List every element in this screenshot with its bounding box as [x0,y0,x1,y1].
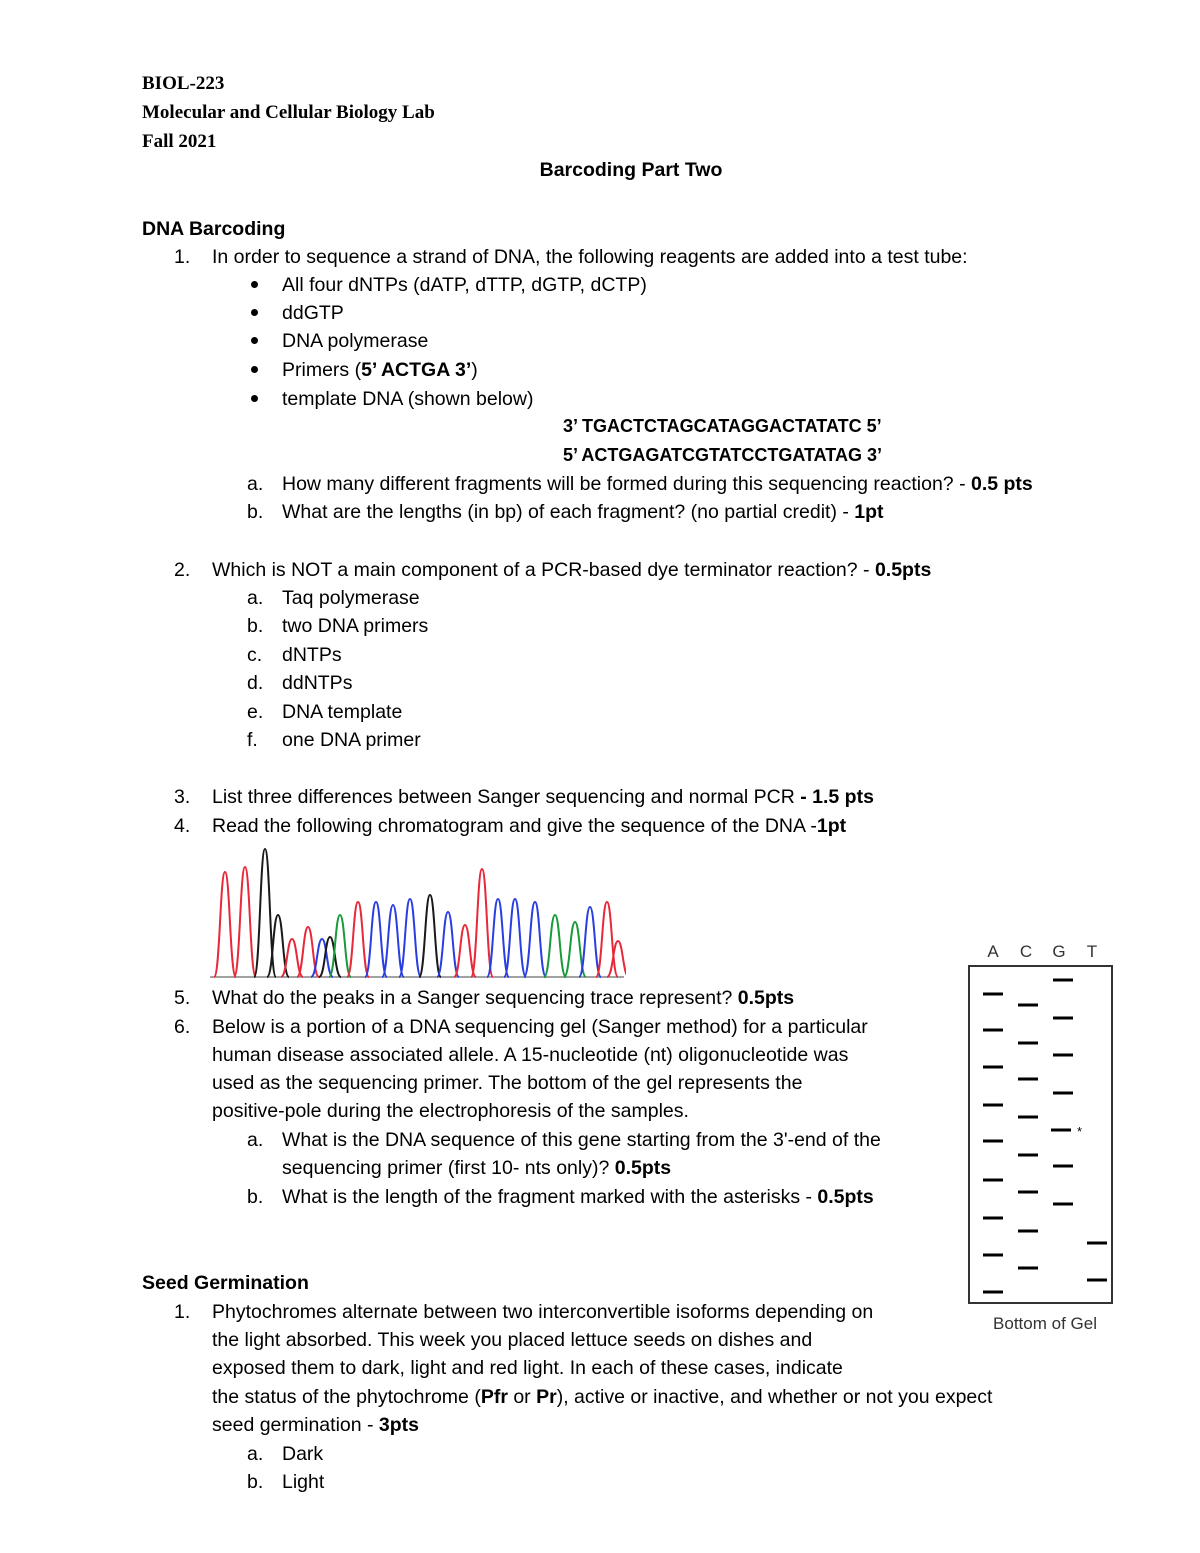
lane-label: C [1019,942,1033,961]
option-label: b. [247,1471,264,1493]
option-text: two DNA primers [282,615,429,637]
template-strand-3to5: 3’ TGACTCTAGCATAGGACTATATC 5’ [563,416,882,436]
gel-frame [969,966,1112,1303]
question-3-number: 3. [174,786,191,808]
bullet-icon [251,281,258,288]
lane-label: A [987,942,999,961]
chromatogram-peak [607,941,626,977]
option-label: b. [247,615,264,637]
seed-question-line: exposed them to dark, light and red light. In each of these cases, indicate [212,1357,843,1379]
chromatogram-peak [437,912,459,977]
page-title: Barcoding Part Two [539,159,723,181]
subquestion-label: a. [247,1129,264,1151]
question-6a-line: sequencing primer (first 10- nts only)? 0.5pts [282,1157,672,1179]
subquestion-label: b. [247,1186,264,1208]
reagent-item: All four dNTPs (dATP, dTTP, dGTP, dCTP) [282,274,647,296]
question-6-line: positive-pole during the electrophoresis of the samples. [212,1100,689,1122]
reagent-item-template: template DNA (shown below) [282,388,534,410]
question-4-text: Read the following chromatogram and give the sequence of the DNA -1pt [212,815,847,837]
question-1-number: 1. [174,246,191,268]
reagent-item: DNA polymerase [282,330,429,352]
question-6b-text: What is the length of the fragment marked with the asterisks - 0.5pts [282,1186,874,1208]
chromatogram-peak [544,915,566,977]
option-text: Light [282,1471,325,1493]
template-strand-5to3: 5’ ACTGAGATCGTATCCTGATATAG 3’ [563,445,882,465]
reagent-item-primers: Primers (5’ ACTGA 3’) [282,359,478,381]
asterisk-marker: * [1077,1124,1083,1139]
chromatogram-peak [399,899,421,977]
question-6-line: human disease associated allele. A 15-nucleotide (nt) oligonucleotide was [212,1044,849,1066]
course-code: BIOL-223 [142,73,225,94]
bullet-icon [251,337,258,344]
lane-label: T [1086,942,1098,961]
question-1-number: 1. [174,1301,191,1323]
bullet-icon [251,366,258,373]
chromatogram-peak [419,895,441,977]
chromatogram-peak [382,905,404,977]
chromatogram-peak [504,899,526,977]
chromatogram-figure [210,838,626,980]
option-label: f. [247,729,258,751]
question-1a-text: How many different fragments will be formed during this sequencing reaction? - 0.5 pts [282,473,1033,495]
bullet-icon [251,395,258,402]
chromatogram-peak [234,867,256,977]
gel-bottom-label: Bottom of Gel [993,1314,1097,1333]
question-6-line: used as the sequencing primer. The bottom of the gel represents the [212,1072,803,1094]
chromatogram-peak [365,902,387,977]
question-1-text: In order to sequence a strand of DNA, the following reagents are added into a test tube: [212,246,968,268]
chromatogram-peak [214,872,236,977]
chromatogram-traces [214,849,626,977]
question-1b-text: What are the lengths (in bp) of each fragment? (no partial credit) - 1pt [282,501,884,523]
chromatogram-peak [487,899,509,977]
section-heading-dna-barcoding: DNA Barcoding [142,218,286,240]
question-3-text: List three differences between Sanger sequencing and normal PCR - 1.5 pts [212,786,874,808]
chromatogram-peak [471,869,493,977]
seed-question-line: seed germination - 3pts [212,1414,420,1436]
seed-question-line: the status of the phytochrome (Pfr or Pr), active or inactive, and whether or not you expect [212,1386,993,1408]
option-text: one DNA primer [282,729,421,751]
option-text: DNA template [282,701,403,723]
term: Fall 2021 [142,131,217,152]
question-2-number: 2. [174,559,191,581]
question-6-number: 6. [174,1016,191,1038]
sequencing-gel-figure [965,938,1125,1338]
option-text: Dark [282,1443,324,1465]
seed-question-line: the light absorbed. This week you placed lettuce seeds on dishes and [212,1329,813,1351]
chromatogram-peak [579,907,601,977]
question-2-text: Which is NOT a main component of a PCR-based dye terminator reaction? - 0.5pts [212,559,932,581]
option-text: ddNTPs [282,672,353,694]
chromatogram-peak [524,902,546,977]
option-text: dNTPs [282,644,342,666]
option-label: d. [247,672,264,694]
question-5-number: 5. [174,987,191,1009]
option-text: Taq polymerase [282,587,420,609]
subquestion-label: b. [247,501,264,523]
option-label: e. [247,701,264,723]
lane-label: G [1052,942,1066,961]
section-heading-seed-germination: Seed Germination [142,1272,309,1294]
chromatogram-peak [347,902,369,977]
bullet-icon [251,309,258,316]
question-6a-line: What is the DNA sequence of this gene starting from the 3'-end of the [282,1129,881,1151]
chromatogram-peak [329,915,351,977]
seed-question-line: Phytochromes alternate between two interconvertible isoforms depending on [212,1301,874,1323]
question-4-number: 4. [174,815,191,837]
chromatogram-peak [596,902,618,977]
option-label: a. [247,587,264,609]
question-5-text: What do the peaks in a Sanger sequencing trace represent? 0.5pts [212,987,795,1009]
reagent-item: ddGTP [282,302,344,324]
option-label: c. [247,644,263,666]
option-label: a. [247,1443,264,1465]
question-6-line: Below is a portion of a DNA sequencing gel (Sanger method) for a particular [212,1016,868,1038]
course-title: Molecular and Cellular Biology Lab [142,102,435,123]
subquestion-label: a. [247,473,264,495]
